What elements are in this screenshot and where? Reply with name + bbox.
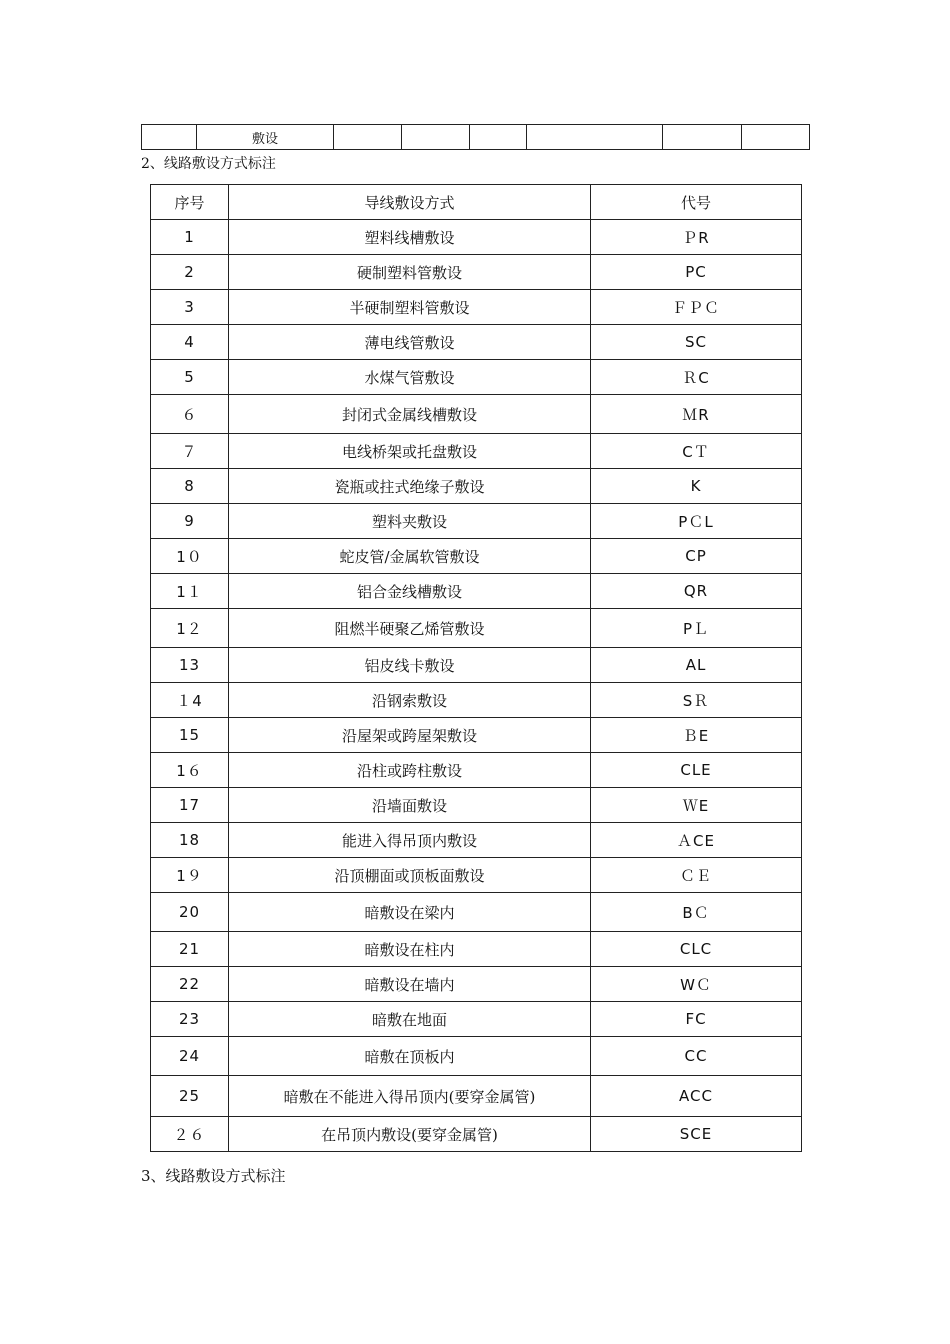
row-method: 能进入得吊顶内敷设 bbox=[229, 823, 591, 858]
row-number: 23 bbox=[151, 1002, 229, 1037]
row-method: 沿墙面敷设 bbox=[229, 788, 591, 823]
table-row bbox=[151, 788, 802, 823]
header-method: 导线敷设方式 bbox=[229, 185, 591, 220]
table-cell bbox=[470, 125, 527, 150]
wiring-method-table bbox=[150, 184, 802, 1152]
row-code: ＣＥ bbox=[591, 858, 802, 893]
row-method: 沿屋架或跨屋架敷设 bbox=[229, 718, 591, 753]
table-row bbox=[151, 539, 802, 574]
table-header-row bbox=[151, 185, 802, 220]
top-table-fragment bbox=[141, 124, 810, 150]
table-row bbox=[151, 718, 802, 753]
table-row bbox=[142, 125, 810, 150]
table-row bbox=[151, 255, 802, 290]
row-method: 阻燃半硬聚乙烯管敷设 bbox=[229, 609, 591, 648]
row-number: 1６ bbox=[151, 753, 229, 788]
row-number: 15 bbox=[151, 718, 229, 753]
row-number: 1 bbox=[151, 220, 229, 255]
table-cell bbox=[663, 125, 742, 150]
row-code: CＴ bbox=[591, 434, 802, 469]
row-code: ＢE bbox=[591, 718, 802, 753]
row-code: BＣ bbox=[591, 893, 802, 932]
row-code: QR bbox=[591, 574, 802, 609]
table-row bbox=[151, 290, 802, 325]
row-number: 20 bbox=[151, 893, 229, 932]
section-heading-2: 2、线路敷设方式标注 bbox=[141, 156, 276, 172]
row-method: 暗敷在顶板内 bbox=[229, 1037, 591, 1076]
row-code: SCE bbox=[591, 1117, 802, 1152]
row-number: 21 bbox=[151, 932, 229, 967]
row-code: PＬ bbox=[591, 609, 802, 648]
table-row bbox=[151, 683, 802, 718]
row-method: 瓷瓶或拄式绝缘子敷设 bbox=[229, 469, 591, 504]
row-method: 暗敷设在柱内 bbox=[229, 932, 591, 967]
row-number: 17 bbox=[151, 788, 229, 823]
row-method: 在吊顶内敷设(要穿金属管) bbox=[229, 1117, 591, 1152]
row-code: WＣ bbox=[591, 967, 802, 1002]
table-row bbox=[151, 1002, 802, 1037]
row-code: SＲ bbox=[591, 683, 802, 718]
table-cell: 敷设 bbox=[197, 125, 334, 150]
row-number: 5 bbox=[151, 360, 229, 395]
row-number: 1１ bbox=[151, 574, 229, 609]
table-row bbox=[151, 220, 802, 255]
row-method: 半硬制塑料管敷设 bbox=[229, 290, 591, 325]
row-method: 沿顶棚面或顶板面敷设 bbox=[229, 858, 591, 893]
table-row bbox=[151, 1076, 802, 1117]
table-cell bbox=[742, 125, 810, 150]
row-number: 22 bbox=[151, 967, 229, 1002]
row-number: ７ bbox=[151, 434, 229, 469]
row-number: 13 bbox=[151, 648, 229, 683]
row-code: FC bbox=[591, 1002, 802, 1037]
table-cell bbox=[527, 125, 663, 150]
table-row bbox=[151, 360, 802, 395]
row-code: CLE bbox=[591, 753, 802, 788]
table-row bbox=[151, 574, 802, 609]
row-code: CP bbox=[591, 539, 802, 574]
row-number: 3 bbox=[151, 290, 229, 325]
row-number: 2 bbox=[151, 255, 229, 290]
row-number: ６ bbox=[151, 395, 229, 434]
section-heading-3: 3、线路敷设方式标注 bbox=[141, 1167, 286, 1185]
row-method: 封闭式金属线槽敷设 bbox=[229, 395, 591, 434]
row-method: 暗敷在不能进入得吊顶内(要穿金属管) bbox=[229, 1076, 591, 1117]
row-number: １4 bbox=[151, 683, 229, 718]
table-row bbox=[151, 609, 802, 648]
table-cell bbox=[402, 125, 470, 150]
row-method: 暗敷设在墙内 bbox=[229, 967, 591, 1002]
row-number: 1２ bbox=[151, 609, 229, 648]
table-row bbox=[151, 1037, 802, 1076]
row-method: 薄电线管敷设 bbox=[229, 325, 591, 360]
row-method: 塑料线槽敷设 bbox=[229, 220, 591, 255]
header-code: 代号 bbox=[591, 185, 802, 220]
row-number: 18 bbox=[151, 823, 229, 858]
row-code: AL bbox=[591, 648, 802, 683]
table-row bbox=[151, 504, 802, 539]
table-row bbox=[151, 1117, 802, 1152]
table-row bbox=[151, 823, 802, 858]
row-number: 1０ bbox=[151, 539, 229, 574]
header-number: 序号 bbox=[151, 185, 229, 220]
row-code: CC bbox=[591, 1037, 802, 1076]
table-row bbox=[151, 932, 802, 967]
table-row bbox=[151, 893, 802, 932]
row-method: 电线桥架或托盘敷设 bbox=[229, 434, 591, 469]
row-code: ＲC bbox=[591, 360, 802, 395]
row-method: 沿柱或跨柱敷设 bbox=[229, 753, 591, 788]
row-code: ＰR bbox=[591, 220, 802, 255]
row-code: ＦＰＣ bbox=[591, 290, 802, 325]
table-row bbox=[151, 858, 802, 893]
row-code: PＣL bbox=[591, 504, 802, 539]
row-code: CLC bbox=[591, 932, 802, 967]
row-number: 4 bbox=[151, 325, 229, 360]
table-row bbox=[151, 469, 802, 504]
row-number: 1９ bbox=[151, 858, 229, 893]
table-cell bbox=[142, 125, 197, 150]
row-code: PC bbox=[591, 255, 802, 290]
table-cell bbox=[334, 125, 402, 150]
row-method: 蛇皮管/金属软管敷设 bbox=[229, 539, 591, 574]
row-number: 8 bbox=[151, 469, 229, 504]
table-row bbox=[151, 967, 802, 1002]
table-row bbox=[151, 434, 802, 469]
row-code: SC bbox=[591, 325, 802, 360]
row-code: ＷE bbox=[591, 788, 802, 823]
row-code: ACC bbox=[591, 1076, 802, 1117]
table-row bbox=[151, 395, 802, 434]
row-number: 9 bbox=[151, 504, 229, 539]
row-number: ２６ bbox=[151, 1117, 229, 1152]
table-row bbox=[151, 325, 802, 360]
row-code: ＭR bbox=[591, 395, 802, 434]
row-method: 暗敷设在梁内 bbox=[229, 893, 591, 932]
row-code: K bbox=[591, 469, 802, 504]
row-method: 铝皮线卡敷设 bbox=[229, 648, 591, 683]
row-method: 暗敷在地面 bbox=[229, 1002, 591, 1037]
table-row bbox=[151, 753, 802, 788]
row-number: 24 bbox=[151, 1037, 229, 1076]
row-method: 硬制塑料管敷设 bbox=[229, 255, 591, 290]
row-method: 沿钢索敷设 bbox=[229, 683, 591, 718]
row-code: ＡCE bbox=[591, 823, 802, 858]
row-method: 铝合金线槽敷设 bbox=[229, 574, 591, 609]
table-row bbox=[151, 648, 802, 683]
row-number: 25 bbox=[151, 1076, 229, 1117]
row-method: 塑料夹敷设 bbox=[229, 504, 591, 539]
row-method: 水煤气管敷设 bbox=[229, 360, 591, 395]
